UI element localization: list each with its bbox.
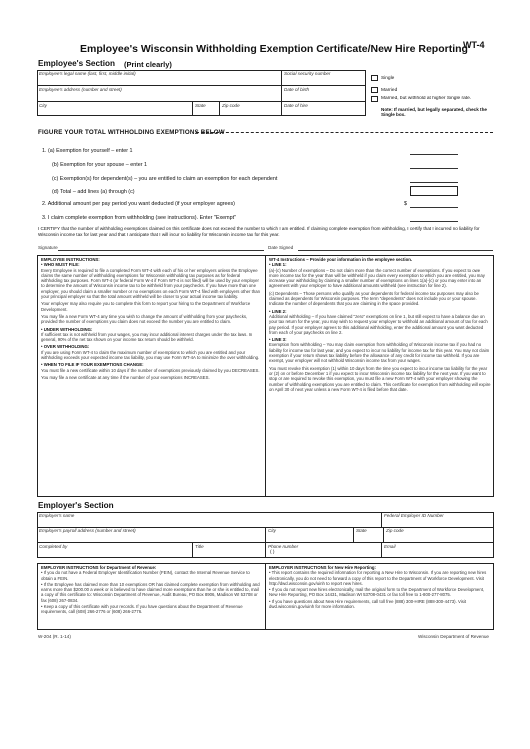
who-must-file-heading: • WHO MUST FILE: xyxy=(41,262,80,268)
employer-dor-heading: EMPLOYER INSTRUCTIONS for Department of Revenue: xyxy=(41,565,157,570)
married-higher-label: Married, but withhold at higher Single rate. xyxy=(381,96,472,101)
ssn-label: Social security number xyxy=(284,71,331,76)
email-field[interactable] xyxy=(383,550,493,557)
when-to-file-heading: • WHEN TO FILE IF YOUR EXEMPTIONS CHANGE: xyxy=(41,362,144,368)
single-checkbox[interactable] xyxy=(371,75,378,81)
legal-name-label: Employee's legal name (last, first, middle initial) xyxy=(39,71,136,76)
date-signed-field[interactable] xyxy=(298,250,493,251)
hire-date-label: Date of hire xyxy=(284,103,308,108)
married-higher-checkbox[interactable] xyxy=(371,96,378,102)
city-label: City xyxy=(39,103,47,108)
employer-city-field[interactable] xyxy=(267,534,352,541)
employee-section-heading: Employee's Section xyxy=(38,59,116,68)
date-signed-label: Date Signed xyxy=(268,245,294,250)
employer-city-label: City xyxy=(268,528,276,533)
change-any-time-text: You may file a new Form WT-4 any time you wish to change the amount of withholding from your paychecks, provided the number of exemptions you claim does not exceed the number you are entitled to claim. xyxy=(41,313,248,325)
new-hire-p2: • If you do not report new hires electronically, mail the original form to the Department of Workforce Development, New Hire Reporting, PO Box 14431, Madison WI 53708-0431 or fax toll free to 1-800-277-8075. xyxy=(269,587,485,598)
employer-dor-p3: • Keep a copy of this certificate with your records. If you have questions about the Department of Revenue requirements, call (608) 266-2776 or (608) 266-2776. xyxy=(41,604,243,615)
new-hire-heading: EMPLOYER INSTRUCTIONS for New Hire Reporting: xyxy=(269,565,376,570)
married-checkbox[interactable] xyxy=(371,87,378,93)
form-number: W-204 (R. 1-14) xyxy=(38,634,71,639)
hire-date-field[interactable] xyxy=(283,109,365,115)
line3-text: 3. I claim complete exemption from withholding (see instructions). Enter "Exempt" xyxy=(42,215,237,221)
line1d-total-box[interactable] xyxy=(410,186,458,196)
form-id: WT-4 xyxy=(463,40,485,50)
married-label: Married xyxy=(381,88,398,93)
employer-instructions-new-hire xyxy=(269,565,491,629)
phone-label: Phone number xyxy=(268,544,299,549)
over-withholding-heading: • OVER WITHHOLDING: xyxy=(41,344,90,350)
under-withholding-text: If sufficient tax is not withheld from your wages, you may incur additional interest charges under the tax laws. In general, 90% of the net tax shown on your income tax return should be withheld. xyxy=(41,331,253,343)
title-field[interactable] xyxy=(194,550,264,557)
legal-name-field[interactable] xyxy=(38,78,280,85)
signature-label: Signature xyxy=(38,245,58,250)
certification-text: I CERTIFY that the number of withholding exemptions claimed on this certificate does not exceed the number to which I am entitled. If claiming complete exemption from withholding, I certify that I incurred no liability for Wisconsin income tax for last year and that I anticipate that I will incur no liability for Wisconsin income tax for this year. xyxy=(38,226,480,237)
employer-section-heading: Employer's Section xyxy=(38,501,114,510)
payroll-address-field[interactable] xyxy=(38,534,264,541)
line1b-field[interactable] xyxy=(410,168,458,169)
employer-name-label: Employer's name xyxy=(39,513,75,518)
agency-name: Wisconsin Department of Revenue xyxy=(418,634,489,639)
zip-label: Zip code xyxy=(222,103,240,108)
fein-field[interactable] xyxy=(383,519,493,526)
employee-instructions xyxy=(41,257,261,495)
employee-instructions-heading: EMPLOYEE INSTRUCTIONS: xyxy=(41,257,100,262)
completed-by-field[interactable] xyxy=(38,550,191,557)
employer-instructions-dor xyxy=(41,565,261,629)
line1a-text: 1. (a) Exemption for yourself – enter 1 xyxy=(42,148,133,154)
employer-name-field[interactable] xyxy=(38,519,380,526)
employee-section-subheading: (Print clearly) xyxy=(124,60,172,69)
line1c-text: (c) Exemption(s) for dependent(s) – you are entitled to claim an exemption for each dependent xyxy=(52,176,278,182)
city-field[interactable] xyxy=(38,109,191,115)
signature-field[interactable] xyxy=(58,250,264,251)
wt4-instructions xyxy=(269,257,491,495)
dob-field[interactable] xyxy=(283,93,365,100)
dob-label: Date of birth xyxy=(284,87,310,92)
line3-heading: • LINE 3: xyxy=(269,337,287,343)
line1a-field[interactable] xyxy=(410,154,458,155)
employer-zip-label: Zip code xyxy=(386,528,404,533)
line1d-text: (d) Total – add lines (a) through (c) xyxy=(52,189,135,195)
ssn-field[interactable] xyxy=(283,78,365,85)
employer-state-label: State xyxy=(356,528,367,533)
address-label: Employee's address (number and street) xyxy=(39,87,122,92)
status-note: Note: If married, but legally separated, check the Single box. xyxy=(381,107,487,118)
when-to-file-text: You must file a new certificate within 10 days if the number of exemptions previously claimed by you DECREASES. xyxy=(41,367,260,373)
line1c-field[interactable] xyxy=(410,182,458,183)
line2-field[interactable] xyxy=(410,207,458,208)
line1c-instructions: (c) Dependents – Those persons who qualify as your dependents for federal income tax purposes may also be claimed as dependents for Wisconsin purposes. The term "dependents" does not include you or your spouse. Indicate the number of dependents that you are claiming in the space provided. xyxy=(269,290,479,307)
under-withholding-heading: • UNDER WITHHOLDING: xyxy=(41,326,93,332)
line2-heading: • LINE 2: xyxy=(269,308,287,314)
line1-text: (a)-(c) Number of exemptions – Do not claim more than the correct number of exemptions. If you expect to owe more income tax for the year than will be withheld if you claim every exemption to which you are entitled, you may increase your withholding by claiming a smaller number of exemptions on lines 1(a)-(c) or you may enter into an agreement with your employer to have additional amounts withheld (see instruction for line 2). xyxy=(269,267,485,289)
when-to-file-text-2: You may file a new certificate at any time if the number of your exemptions INCREASES. xyxy=(41,374,210,380)
state-field[interactable] xyxy=(194,109,218,115)
line2-instructions: Additional withholding – If you have claimed "zero" exemptions on line 1, but still expect to have a balance due on your tax return for the year, you may wish to request your employer to withhold an additional amount of tax for each pay period. If your employer agrees to this additional withholding, enter the additional amount you want deducted from each of your paychecks on line 2. xyxy=(269,313,488,335)
line1b-text: (b) Exemption for your spouse – enter 1 xyxy=(52,162,147,168)
completed-by-label: Completed by xyxy=(39,544,68,549)
address-field[interactable] xyxy=(38,93,280,100)
line3-instructions: Exemption from withholding – You may claim exemption from withholding of Wisconsin income tax if you had no liability for income tax for last year, and you expect to incur no liability for income tax for this year. You may not claim exemption if your return shows tax liability before the allowance of any credit for income tax withheld. If you are exempt, your employer will not withhold Wisconsin income tax from your wages. xyxy=(269,342,490,364)
employer-dor-p2: • If the Employee has claimed more than 10 exemptions OR has claimed complete exemption from withholding and earns more than $200.00 a week or is believed to have claimed more exemptions than he or she is entitled to, mail a copy of this certificate to: Wisconsin Department of Revenue, Audit Bureau, PO Box 8906, Madison WI 53708 or fax (608) 267-0834. xyxy=(41,581,260,603)
new-hire-p1: • This report contains the required information for reporting a New Hire to Wisconsin. If you are reporting new hires electronically, you do not need to forward a copy of this report to the Department of Workforce Development. Visit http://dwd.wisconsin.gov/uinh to report new hires. xyxy=(269,570,487,586)
new-hire-p3: • If you have questions about New Hire requirements, call toll free (888) 300-HIRE (888-300-4473). Visit dwd.wisconsin.gov/uinh for more information. xyxy=(269,598,467,610)
line3-instructions-2: You must revoke this exemption (1) within 10 days from the time you expect to incur income tax liability for the year or (2) on or before December 1 if you expect to incur Wisconsin income tax liability for the next year. If you want to stop or are required to revoke this exemption, you must file a new Form WT-4 with your employer showing the number of withholding exemptions you are entitled to claim. This certificate for exemption from withholding will expire on April 30 of next year unless a new Form WT-4 is filed before that date. xyxy=(269,365,491,392)
line3-field[interactable] xyxy=(410,221,458,222)
zip-field[interactable] xyxy=(221,109,280,115)
line2-dollar: $ xyxy=(404,201,407,207)
title-label: Title xyxy=(195,544,204,549)
employer-dor-p1: • If you do not have a Federal Employer Identification Number (FEIN), contact the Internal Revenue Service to obtain a FEIN. xyxy=(41,570,250,581)
line2-text: 2. Additional amount per pay period you want deducted (if your employer agrees) xyxy=(42,201,235,207)
report-new-hire-text: Your employer may also require you to complete this form to report your hiring to the Department of Workforce Development. xyxy=(41,301,251,312)
payroll-address-label: Employer's payroll address (number and street) xyxy=(39,528,136,533)
figure-heading: FIGURE YOUR TOTAL WITHHOLDING EXEMPTIONS BELOW xyxy=(38,129,225,136)
wt4-instructions-heading: WT-4 Instructions – Provide your information in the employee section. xyxy=(269,257,413,262)
email-label: Email xyxy=(384,544,396,549)
over-withholding-text: If you are using Form WT-4 to claim the maximum number of exemptions to which you are entitled and your withholding exceeds your expected income tax liability, you may use Form WT-4A to minimize the over withholding. xyxy=(41,349,260,361)
single-label: Single xyxy=(381,76,395,81)
state-label: State xyxy=(195,103,206,108)
employer-state-field[interactable] xyxy=(355,534,382,541)
phone-field[interactable]: ( ) xyxy=(270,550,275,555)
fein-label: Federal Employer ID Number xyxy=(384,513,444,518)
line1-heading: • LINE 1: xyxy=(269,262,287,268)
who-must-file-text: Every Employee is required to file a completed Form WT-4 with each of his or her employers unless the Employee claims the same number of withholding exemptions for Wisconsin withholding tax purposes as for federal withholding tax purposes. Form WT-4 (or federal Form W-4 if Form WT-4 is not filed) will be used by your employer to determine the amount of Wisconsin income tax to be withheld from your paychecks. If you have more than one employer, you should claim a smaller number or no exemptions on each Form WT-4 filed with employers other than your principal employer so that the total amount withheld will be closer to your actual income tax liability. xyxy=(41,267,261,300)
form-title: Employee's Wisconsin Withholding Exemption Certificate/New Hire Reporting xyxy=(80,43,468,55)
employer-zip-field[interactable] xyxy=(385,534,493,541)
